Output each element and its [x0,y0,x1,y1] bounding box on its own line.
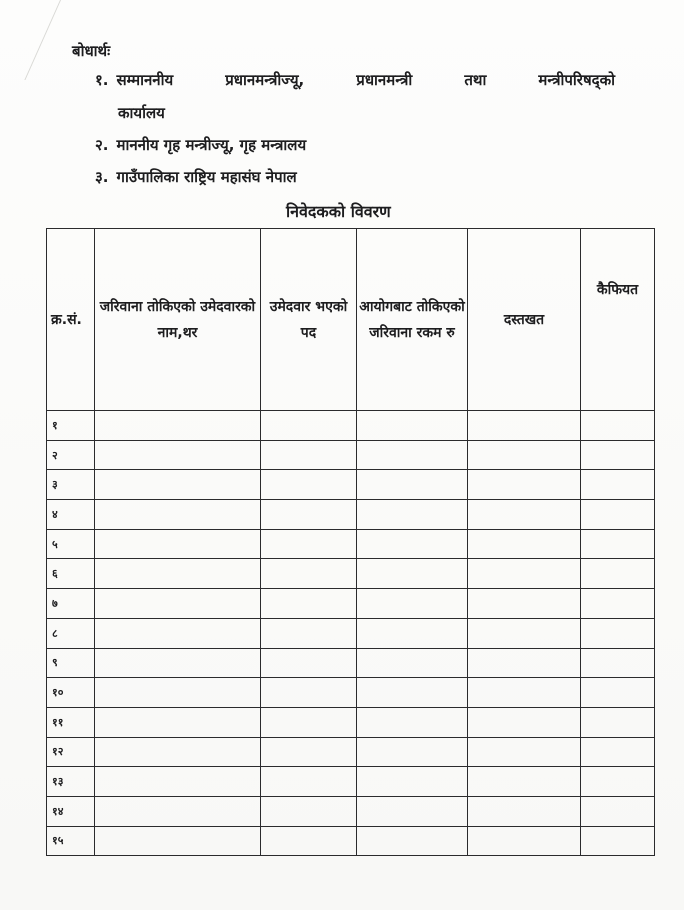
candidate-name-cell[interactable] [95,707,261,737]
fine-amount-cell[interactable] [357,529,468,559]
remarks-cell[interactable] [581,500,655,530]
table-row [47,500,655,530]
post-cell[interactable] [261,767,357,797]
post-cell[interactable] [261,500,357,530]
cc-item-1-number: १. [95,71,109,89]
cc-item-1-word: प्रधानमन्त्रीज्यू, [225,71,305,89]
candidate-name-cell[interactable] [95,589,261,619]
candidate-name-cell[interactable] [95,678,261,708]
table-row [47,440,655,470]
table-row [47,767,655,797]
table-row [47,648,655,678]
candidate-name-cell[interactable] [95,440,261,470]
column-header-fine-amount: आयोगबाट तोकिएको जरिवाना रकम रु [357,229,468,411]
candidate-name-cell[interactable] [95,648,261,678]
signature-cell[interactable] [468,707,581,737]
remarks-cell[interactable] [581,678,655,708]
remarks-cell[interactable] [581,737,655,767]
post-cell[interactable] [261,707,357,737]
signature-cell[interactable] [468,411,581,441]
signature-cell[interactable] [468,826,581,856]
candidate-name-cell[interactable] [95,767,261,797]
cc-item-1-word: प्रधानमन्त्री [356,71,413,89]
cc-item-1-word: सम्माननीय [116,71,174,89]
row-serial-number: ४ [47,500,95,530]
cc-item-1 [95,70,615,90]
post-cell[interactable] [261,440,357,470]
signature-cell[interactable] [468,767,581,797]
post-cell[interactable] [261,648,357,678]
fine-amount-cell[interactable] [357,470,468,500]
row-serial-number: ३ [47,470,95,500]
candidate-name-cell[interactable] [95,411,261,441]
table-row [47,411,655,441]
table-row [47,618,655,648]
column-header-serial: क्र.सं. [47,229,95,411]
post-cell[interactable] [261,737,357,767]
table-row [47,737,655,767]
cc-item-2-number: २. [95,136,109,154]
table-row [47,529,655,559]
fine-amount-cell[interactable] [357,559,468,589]
row-serial-number: २ [47,440,95,470]
remarks-cell[interactable] [581,707,655,737]
cc-item-2-text: माननीय गृह मन्त्रीज्यू, गृह मन्त्रालय [116,136,307,154]
remarks-cell[interactable] [581,411,655,441]
row-serial-number: १२ [47,737,95,767]
fine-amount-cell[interactable] [357,737,468,767]
signature-cell[interactable] [468,529,581,559]
row-serial-number: १५ [47,826,95,856]
cc-item-1-word: तथा [464,71,487,89]
signature-cell[interactable] [468,470,581,500]
signature-cell[interactable] [468,737,581,767]
remarks-cell[interactable] [581,648,655,678]
cc-heading: बोधार्थः [72,42,111,60]
column-header-signature: दस्तखत [468,229,581,411]
column-header-candidate-name: जरिवाना तोकिएको उमेदवारको नाम,थर [95,229,261,411]
table-row [47,678,655,708]
column-header-remarks: कैफियत [581,229,655,411]
fine-amount-cell[interactable] [357,618,468,648]
signature-cell[interactable] [468,648,581,678]
candidate-name-cell[interactable] [95,559,261,589]
table-row [47,470,655,500]
cc-item-3-number: ३. [95,168,109,186]
fine-amount-cell[interactable] [357,440,468,470]
post-cell[interactable] [261,559,357,589]
candidate-name-cell[interactable] [95,500,261,530]
row-serial-number: १ [47,411,95,441]
row-serial-number: १४ [47,796,95,826]
post-cell[interactable] [261,796,357,826]
table-row [47,589,655,619]
remarks-cell[interactable] [581,440,655,470]
row-serial-number: १० [47,678,95,708]
signature-cell[interactable] [468,618,581,648]
table-row [47,559,655,589]
candidate-name-cell[interactable] [95,529,261,559]
remarks-cell[interactable] [581,470,655,500]
table-row [47,707,655,737]
row-serial-number: ९ [47,648,95,678]
remarks-cell[interactable] [581,559,655,589]
fine-amount-cell[interactable] [357,411,468,441]
fine-amount-cell[interactable] [357,707,468,737]
post-cell[interactable] [261,826,357,856]
applicant-details-table [46,228,655,856]
candidate-name-cell[interactable] [95,470,261,500]
post-cell[interactable] [261,529,357,559]
remarks-cell[interactable] [581,589,655,619]
remarks-cell[interactable] [581,796,655,826]
cc-item-3 [95,167,297,187]
row-serial-number: ६ [47,559,95,589]
row-serial-number: ८ [47,618,95,648]
fine-amount-cell[interactable] [357,796,468,826]
fine-amount-cell[interactable] [357,500,468,530]
post-cell[interactable] [261,618,357,648]
table-row [47,826,655,856]
signature-cell[interactable] [468,678,581,708]
table-title: निवेदकको विवरण [286,202,391,221]
row-serial-number: १३ [47,767,95,797]
fine-amount-cell[interactable] [357,826,468,856]
post-cell[interactable] [261,470,357,500]
fine-amount-cell[interactable] [357,767,468,797]
candidate-name-cell[interactable] [95,618,261,648]
signature-cell[interactable] [468,589,581,619]
post-cell[interactable] [261,678,357,708]
candidate-name-cell[interactable] [95,826,261,856]
cc-item-1-word: मन्त्रीपरिषद्को [538,71,615,89]
signature-cell[interactable] [468,559,581,589]
remarks-cell[interactable] [581,767,655,797]
candidate-name-cell[interactable] [95,737,261,767]
fine-amount-cell[interactable] [357,648,468,678]
remarks-cell[interactable] [581,826,655,856]
table-row [47,796,655,826]
fine-amount-cell[interactable] [357,678,468,708]
cc-item-3-text: गाउँपालिका राष्ट्रिय महासंघ नेपाल [116,168,297,186]
fine-amount-cell[interactable] [357,589,468,619]
candidate-name-cell[interactable] [95,796,261,826]
row-serial-number: ५ [47,529,95,559]
row-serial-number: ११ [47,707,95,737]
post-cell[interactable] [261,411,357,441]
row-serial-number: ७ [47,589,95,619]
remarks-cell[interactable] [581,529,655,559]
signature-cell[interactable] [468,440,581,470]
signature-cell[interactable] [468,500,581,530]
cc-item-1-continuation: कार्यालय [118,104,165,122]
signature-cell[interactable] [468,796,581,826]
table-header-row [47,229,655,411]
cc-item-2 [95,135,306,155]
column-header-post: उमेदवार भएको पद [261,229,357,411]
remarks-cell[interactable] [581,618,655,648]
table-body [47,411,655,856]
paper-fold-mark [0,0,61,80]
post-cell[interactable] [261,589,357,619]
